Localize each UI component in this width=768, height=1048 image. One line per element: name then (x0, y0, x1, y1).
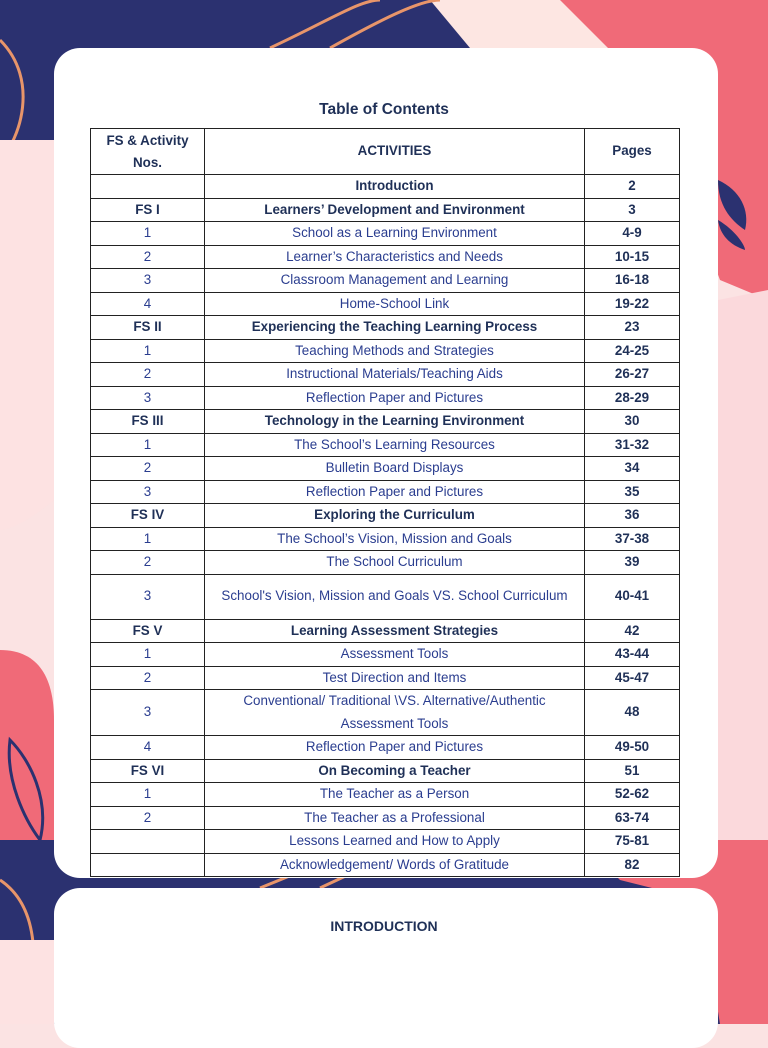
cell-page-range: 49-50 (585, 736, 680, 760)
cell-activity-title: Exploring the Curriculum (205, 504, 585, 528)
cell-fs-number: 4 (91, 292, 205, 316)
cell-fs-number: 1 (91, 527, 205, 551)
table-row (91, 245, 680, 269)
cell-page-range: 45-47 (585, 666, 680, 690)
cell-fs-number: FS IV (91, 504, 205, 528)
cell-activity-title: Learner’s Characteristics and Needs (205, 245, 585, 269)
cell-fs-number (91, 853, 205, 877)
cell-activity-title: Teaching Methods and Strategies (205, 339, 585, 363)
column-header-pages: Pages (585, 129, 680, 175)
cell-page-range: 36 (585, 504, 680, 528)
section-heading: INTRODUCTION (330, 918, 438, 934)
cell-page-range: 39 (585, 551, 680, 575)
cell-activity-title: Test Direction and Items (205, 666, 585, 690)
cell-page-range: 75-81 (585, 830, 680, 854)
cell-activity-title: Reflection Paper and Pictures (205, 386, 585, 410)
cell-fs-number: 2 (91, 363, 205, 387)
cell-fs-number: FS VI (91, 759, 205, 783)
cell-fs-number: 3 (91, 269, 205, 293)
table-row (91, 759, 680, 783)
table-row (91, 783, 680, 807)
cell-page-range: 30 (585, 410, 680, 434)
table-of-contents (90, 128, 680, 877)
cell-page-range: 63-74 (585, 806, 680, 830)
cell-activity-title: Learners’ Development and Environment (205, 198, 585, 222)
table-row (91, 292, 680, 316)
cell-activity-title: Instructional Materials/Teaching Aids (205, 363, 585, 387)
cell-page-range: 37-38 (585, 527, 680, 551)
cell-activity-title: Reflection Paper and Pictures (205, 480, 585, 504)
cell-activity-title: The School’s Learning Resources (205, 433, 585, 457)
table-row (91, 853, 680, 877)
cell-activity-title: Acknowledgement/ Words of Gratitude (205, 853, 585, 877)
cell-activity-title: Introduction (205, 175, 585, 199)
cell-fs-number: 3 (91, 386, 205, 410)
table-row (91, 222, 680, 246)
cell-activity-title: Experiencing the Teaching Learning Process (205, 316, 585, 340)
table-row (91, 269, 680, 293)
cell-page-range: 42 (585, 619, 680, 643)
cell-fs-number: FS III (91, 410, 205, 434)
table-row (91, 504, 680, 528)
cell-activity-title: The Teacher as a Person (205, 783, 585, 807)
cell-fs-number: 2 (91, 245, 205, 269)
cell-fs-number: FS I (91, 198, 205, 222)
cell-page-range: 4-9 (585, 222, 680, 246)
cell-activity-title: Conventional/ Traditional \VS. Alternative/Authentic Assessment Tools (205, 690, 585, 736)
cell-page-range: 2 (585, 175, 680, 199)
table-row (91, 619, 680, 643)
cell-page-range: 23 (585, 316, 680, 340)
cell-fs-number: 2 (91, 666, 205, 690)
cell-activity-title: Classroom Management and Learning (205, 269, 585, 293)
cell-page-range: 31-32 (585, 433, 680, 457)
cell-page-range: 82 (585, 853, 680, 877)
cell-activity-title: The School’s Vision, Mission and Goals (205, 527, 585, 551)
table-row (91, 316, 680, 340)
cell-page-range: 40-41 (585, 574, 680, 619)
table-row (91, 433, 680, 457)
cell-page-range: 19-22 (585, 292, 680, 316)
table-row (91, 386, 680, 410)
table-row (91, 666, 680, 690)
cell-fs-number: 1 (91, 643, 205, 667)
table-row (91, 690, 680, 736)
page-title: Table of Contents (319, 101, 449, 118)
content-card-lower (54, 888, 718, 1048)
column-header-activities: ACTIVITIES (205, 129, 585, 175)
table-row (91, 830, 680, 854)
cell-page-range: 10-15 (585, 245, 680, 269)
cell-activity-title: Technology in the Learning Environment (205, 410, 585, 434)
cell-activity-title: School's Vision, Mission and Goals VS. School Curriculum (205, 574, 585, 619)
cell-page-range: 28-29 (585, 386, 680, 410)
table-row (91, 339, 680, 363)
table-row (91, 574, 680, 619)
table-row (91, 457, 680, 481)
cell-fs-number: 2 (91, 806, 205, 830)
cell-activity-title: School as a Learning Environment (205, 222, 585, 246)
cell-page-range: 24-25 (585, 339, 680, 363)
table-row (91, 806, 680, 830)
cell-fs-number (91, 830, 205, 854)
cell-fs-number: 2 (91, 551, 205, 575)
cell-activity-title: Lessons Learned and How to Apply (205, 830, 585, 854)
cell-page-range: 51 (585, 759, 680, 783)
cell-page-range: 16-18 (585, 269, 680, 293)
cell-fs-number: 1 (91, 222, 205, 246)
cell-activity-title: Reflection Paper and Pictures (205, 736, 585, 760)
cell-page-range: 52-62 (585, 783, 680, 807)
cell-page-range: 3 (585, 198, 680, 222)
cell-page-range: 34 (585, 457, 680, 481)
cell-activity-title: Learning Assessment Strategies (205, 619, 585, 643)
cell-fs-number: 1 (91, 783, 205, 807)
cell-page-range: 35 (585, 480, 680, 504)
cell-activity-title: The Teacher as a Professional (205, 806, 585, 830)
table-row (91, 410, 680, 434)
cell-fs-number: 1 (91, 433, 205, 457)
table-row (91, 551, 680, 575)
cell-fs-number: 2 (91, 457, 205, 481)
cell-fs-number: 1 (91, 339, 205, 363)
cell-fs-number: 3 (91, 690, 205, 736)
table-row (91, 480, 680, 504)
cell-activity-title: The School Curriculum (205, 551, 585, 575)
cell-page-range: 48 (585, 690, 680, 736)
table-row (91, 527, 680, 551)
cell-page-range: 26-27 (585, 363, 680, 387)
cell-fs-number: FS II (91, 316, 205, 340)
column-header-number: FS & Activity Nos. (91, 129, 205, 175)
table-row (91, 363, 680, 387)
cell-fs-number: 3 (91, 574, 205, 619)
table-row (91, 643, 680, 667)
cell-fs-number: FS V (91, 619, 205, 643)
cell-fs-number (91, 175, 205, 199)
cell-fs-number: 4 (91, 736, 205, 760)
table-row (91, 198, 680, 222)
table-row (91, 736, 680, 760)
table-header-row (91, 129, 680, 175)
cell-activity-title: On Becoming a Teacher (205, 759, 585, 783)
cell-fs-number: 3 (91, 480, 205, 504)
cell-activity-title: Home-School Link (205, 292, 585, 316)
cell-activity-title: Assessment Tools (205, 643, 585, 667)
table-row (91, 175, 680, 199)
cell-page-range: 43-44 (585, 643, 680, 667)
cell-activity-title: Bulletin Board Displays (205, 457, 585, 481)
